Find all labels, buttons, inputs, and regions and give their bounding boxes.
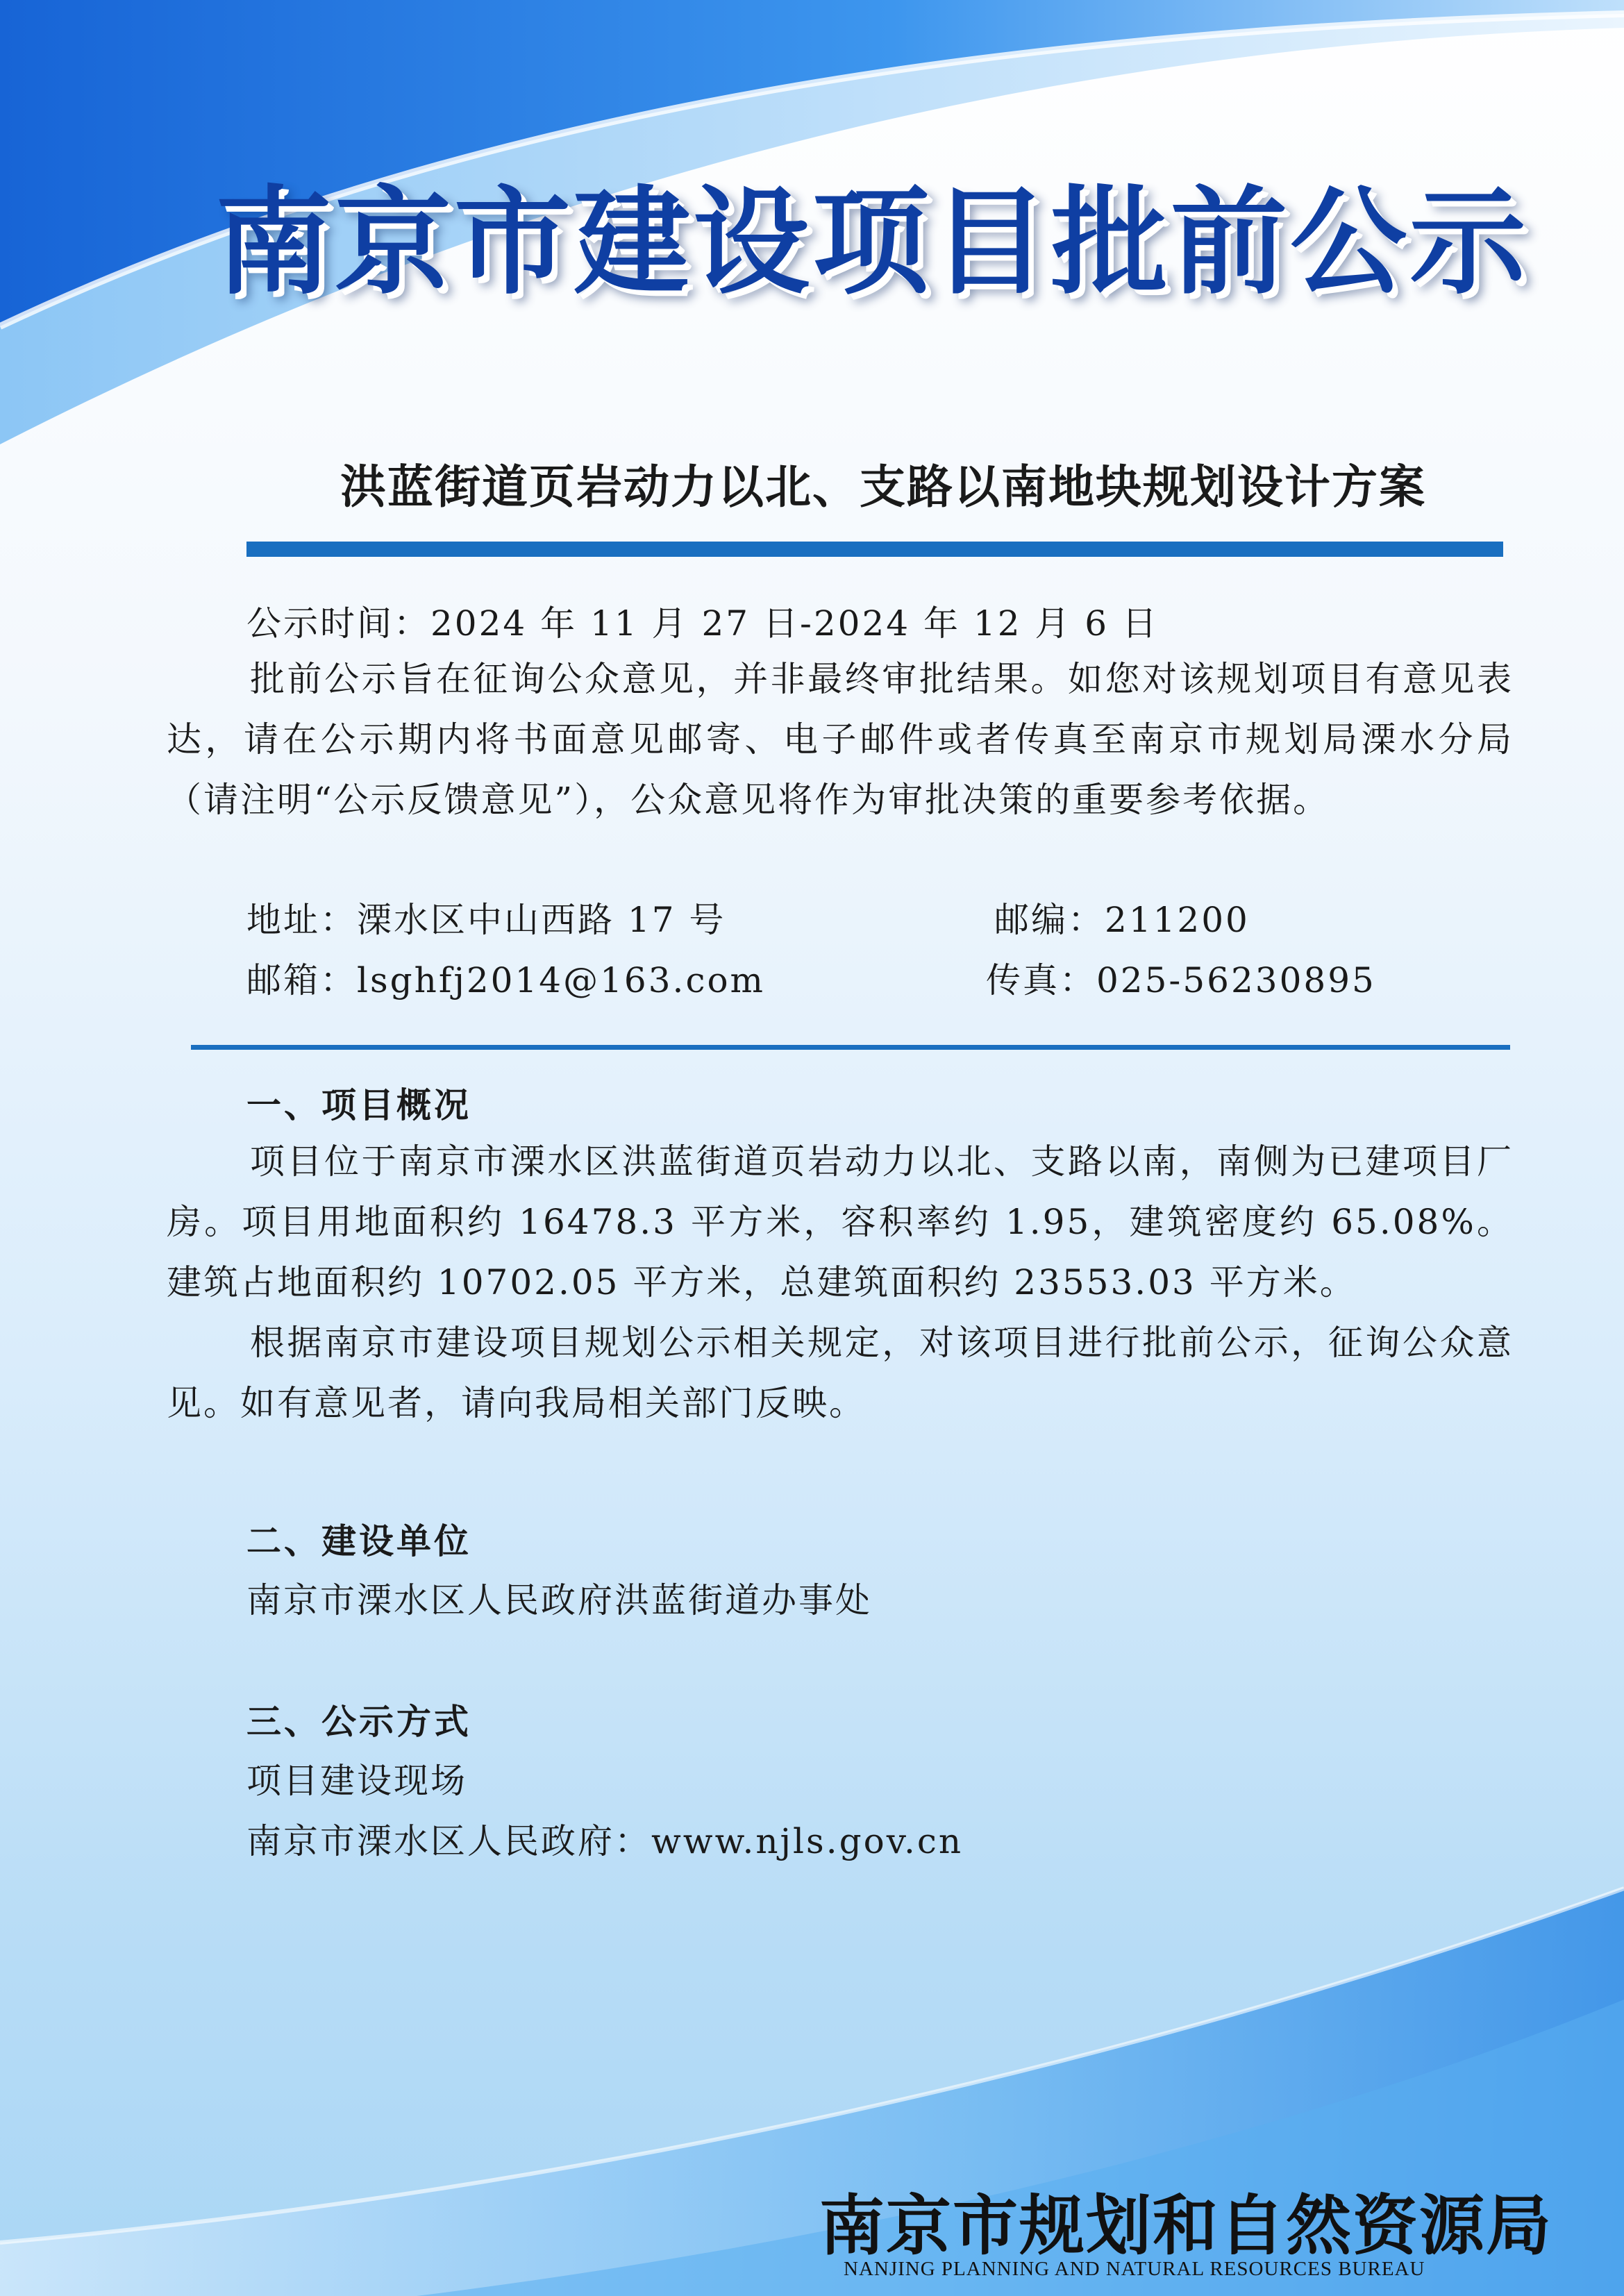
address-text: 地址：溧水区中山西路 17 号 — [246, 900, 726, 940]
builder-name: 南京市溧水区人民政府洪蓝街道办事处 — [246, 1580, 872, 1620]
email-text: 邮箱：lsghfj2014@163.com — [246, 960, 765, 1000]
fax-text: 传真：025-56230895 — [986, 960, 1376, 1000]
bureau-name-en: NANJING PLANNING AND NATURAL RESOURCES BUREAU — [844, 2258, 1425, 2280]
method-line-site: 项目建设现场 — [246, 1761, 467, 1801]
overview-heading: 一、项目概况 — [246, 1085, 471, 1125]
notice-period: 公示时间：2024 年 11 月 27 日-2024 年 12 月 6 日 — [246, 603, 1160, 644]
notice-intro — [167, 649, 1514, 830]
builder-heading: 二、建设单位 — [246, 1521, 471, 1561]
project-subtitle: 洪蓝街道页岩动力以北、支路以南地块规划设计方案 — [340, 460, 1426, 514]
title-divider — [246, 542, 1503, 557]
overview-body — [167, 1132, 1514, 1434]
method-heading: 三、公示方式 — [246, 1702, 471, 1742]
section-divider — [191, 1045, 1510, 1050]
method-line-website: 南京市溧水区人民政府：www.njls.gov.cn — [246, 1821, 964, 1861]
page-title: 南京市建设项目批前公示 — [215, 173, 1529, 310]
overview-paragraph-1: 项目位于南京市溧水区洪蓝街道页岩动力以北、支路以南，南侧为已建项目厂房。项目用地面积约 16478.3 平方米，容积率约 1.95，建筑密度约 65.08%。建筑占地面积约 10702.05 平方米，总建筑面积约 23553.03 平方米。 — [167, 1141, 1514, 1302]
overview-paragraph-2: 根据南京市建设项目规划公示相关规定，对该项目进行批前公示，征询公众意见。如有意见者，请向我局相关部门反映。 — [167, 1323, 1514, 1423]
notice-intro-text: 批前公示旨在征询公众意见，并非最终审批结果。如您对该规划项目有意见表达，请在公示期内将书面意见邮寄、电子邮件或者传真至南京市规划局溧水分局（请注明“公示反馈意见”），公众意见将作为审批决策的重要参考依据。 — [167, 659, 1514, 820]
bureau-name-cn: 南京市规划和自然资源局 — [819, 2188, 1553, 2264]
postcode-text: 邮编：211200 — [994, 900, 1250, 940]
